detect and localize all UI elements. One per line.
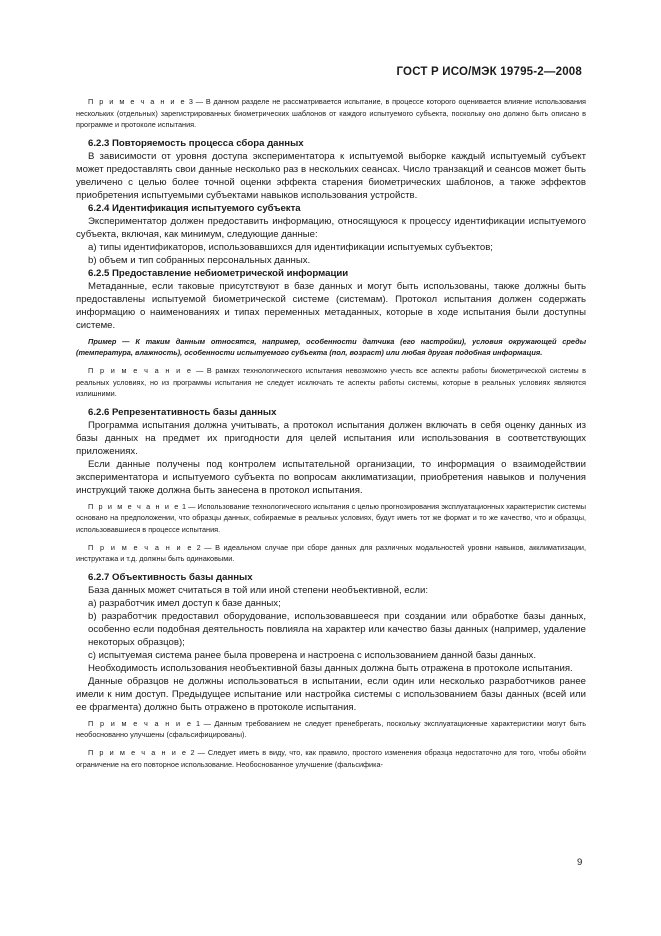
list-item: c) испытуемая система ранее была проверена и настроена с использованием данной базы данных.	[88, 649, 536, 661]
note-paragraph	[76, 365, 586, 400]
body-paragraph: Метаданные, если таковые присутствуют в базе данных и могут быть использованы, также должны быть предоставлены испытуемой биометрической системе (системам). Протокол испытания должен содержать информацию о наименованиях и типах переменных метаданных, которые в ходе испытания были доступны системе.	[76, 280, 586, 331]
example-paragraph: Пример — К таким данным относятся, например, особенности датчика (его настройки), условия окружающей среды (температура, влажность), особенности испытуемого субъекта (пол, возраст) или любая другая подобная информация.	[76, 336, 586, 358]
note-text: 1 — Использование технологического испытания с целью прогнозирования эксплуатационных характеристик системы основано на предположении, что образцы данных, собираемые в реальных условиях, будут иметь тот же формат и то же качество, что и образцы, использовавшиеся в процессе испытания.	[76, 501, 587, 534]
note-text: 2 — В идеальном случае при сборе данных для различных модальностей уровни навыков, акклиматизации, инструктажа и т.д. должны быть одинаковыми.	[76, 542, 587, 564]
body-paragraph: База данных может считаться в той или иной степени необъективной, если:	[88, 584, 429, 596]
note-label: П р и м е ч а н и е	[88, 747, 188, 757]
section-heading: 6.2.7 Объективность базы данных	[88, 571, 253, 583]
note-paragraph	[76, 747, 586, 770]
section-heading: 6.2.5 Предоставление небиометрической информации	[88, 267, 349, 279]
body-paragraph: Если данные получены под контролем испытательной организации, то информация о взаимодействии экспериментатора и испытуемого субъекта по вопросам акклиматизации, приобретения навыков и получения инструкций также должна быть занесена в протокол испытания.	[76, 458, 586, 496]
document-header-code: ГОСТ Р ИСО/МЭК 19795-2—2008	[396, 66, 582, 78]
note-label: П р и м е ч а н и е	[88, 97, 187, 106]
body-paragraph: Экспериментатор должен предоставить информацию, относящуюся к процессу идентификации испытуемого субъекта, включая, как минимум, следующие данные:	[76, 215, 586, 240]
body-paragraph: В зависимости от уровня доступа экспериментатора к испытуемой выборке каждый испытуемый субъект может предоставлять свои данные несколько раз в нескольких сеансах. Число транзакций и сеансов может быть увеличено с целью более точной оценки эффекта старения биометрических шаблонов, а также эффектов приобретения испытуемыми субъектами навыков использования устройств.	[76, 150, 586, 201]
note-text: 2 — Следует иметь в виду, что, как правило, простого изменения образца недостаточно для того, чтобы обойти ограничение на его повторное использование. Необоснованное улучшение (фальсифика-	[76, 747, 586, 769]
section-heading: 6.2.4 Идентификация испытуемого субъекта	[88, 202, 301, 214]
note-paragraph	[76, 501, 586, 536]
list-item: b) разработчик предоставил оборудование, использовавшееся при создании или обработке базы данных, особенно если подобная деятельность повлияла на характер или качество базы данных (например, удаление некоторых образцов);	[88, 610, 586, 648]
note-label: П р и м е ч а н и е	[88, 718, 193, 728]
section-heading: 6.2.6 Репрезентативность базы данных	[88, 406, 277, 418]
note-text: 3 — В данном разделе не рассматривается испытание, в процессе которого оценивается влияние использования нескольких (отдельных) зарегистрированных биометрических шаблонов от каждого испытуемого субъекта, поскольку оно должно быть описано в программе и протоколе испытания.	[76, 97, 586, 130]
note-paragraph	[76, 718, 586, 741]
body-paragraph: Данные образцов не должны использоваться в испытании, если один или несколько разработчиков ранее имели к ним доступ. Предыдущее испытание или настройка системы с использованием базы данных (всей или ее фрагмента) должно быть отражено в протоколе испытания.	[76, 675, 586, 713]
note-label: П р и м е ч а н и е	[88, 542, 194, 552]
document-body	[76, 96, 586, 776]
list-item: a) разработчик имел доступ к базе данных;	[88, 597, 281, 609]
note-text: 1 — Данным требованием не следует пренебрегать, поскольку эксплуатационные характеристики могут быть необоснованно улучшены (сфальсифицированы).	[76, 718, 587, 740]
list-item: a) типы идентификаторов, использовавшихся для идентификации испытуемых субъектов;	[88, 241, 493, 253]
list-item: b) объем и тип собранных персональных данных.	[88, 254, 311, 266]
note-paragraph	[76, 96, 586, 131]
body-paragraph: Программа испытания должна учитывать, а протокол испытания должен включать в себя оценку данных из базы данных на предмет их пригодности для целей испытания или использования в соответствующих приложениях.	[76, 419, 586, 457]
note-text: — В рамках технологического испытания невозможно учесть все аспекты работы биометрической системы в реальных условиях, но из программы испытания не следует исключать те аспекты работы системы, которые в реальных условиях являются излишними.	[76, 365, 587, 399]
body-paragraph: Необходимость использования необъективной базы данных должна быть отражена в протоколе испытания.	[88, 662, 573, 674]
note-label: П р и м е ч а н и е	[88, 365, 193, 375]
note-paragraph	[76, 542, 586, 565]
note-label: П р и м е ч а н и е	[88, 501, 180, 511]
section-heading: 6.2.3 Повторяемость процесса сбора данных	[88, 137, 304, 149]
page-number: 9	[577, 857, 583, 868]
